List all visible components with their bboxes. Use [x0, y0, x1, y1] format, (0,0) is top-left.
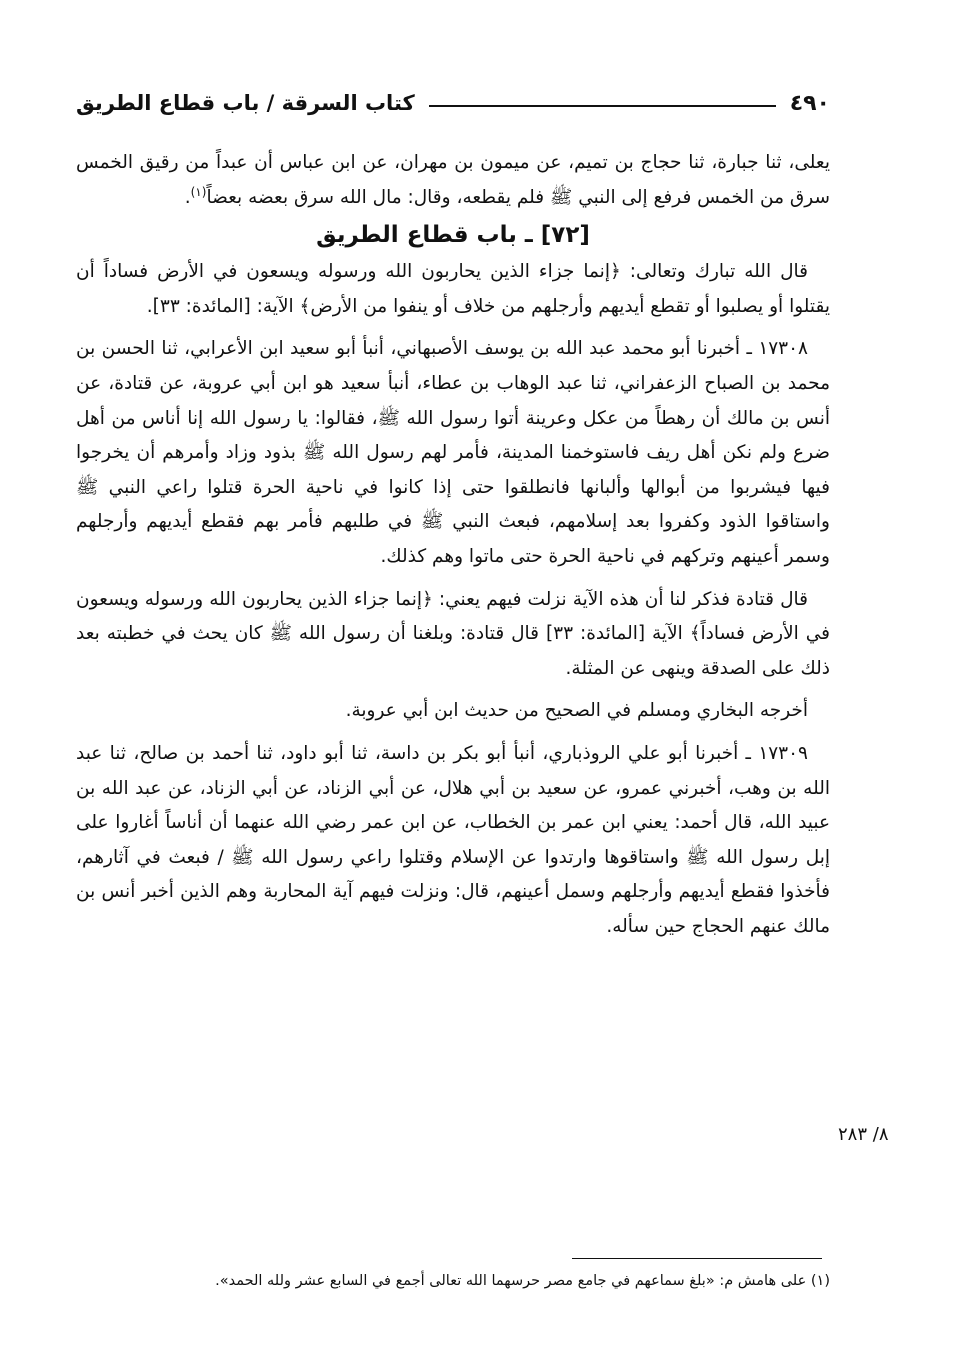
page-header	[76, 86, 830, 120]
verse-paragraph: قال الله تبارك وتعالى: ﴿إنما جزاء الذين يحاربون الله ورسوله ويسعون في الأرض فساداً أن يقتلوا أو يصلبوا أو تقطع أيديهم وأرجلهم من خلاف أو ينفوا من الأرض﴾ الآية: [المائدة: ٣٣].	[76, 261, 830, 317]
takhrij-paragraph: أخرجه البخاري ومسلم في الصحيح من حديث ابن أبي عروبة.	[345, 700, 808, 722]
header-rule	[429, 105, 776, 107]
hadith-17308: ١٧٣٠٨ ـ أخبرنا أبو محمد عبد الله بن يوسف الأصبهاني، أنبأ أبو سعيد ابن الأعرابي، ثنا الحسن بن محمد بن الصباح الزعفراني، ثنا عبد الوهاب بن عطاء، أنبأ سعيد هو ابن أبي عروبة، عن قتادة، عن أنس بن مالك أن رهطاً من عكل وعرينة أتوا رسول الله ﷺ، فقالوا: يا رسول الله إنا أناس من أهل ضرع ولم نكن أهل ريف فاستوخمنا المدينة، فأمر لهم رسول الله ﷺ بذود وزاد وأمرهم أن يخرجوا فيها فيشربوا من أبوالها وألبانها فانطلقوا حتى إذا كانوا في ناحية الحرة قتلوا راعي النبي ﷺ واستاقوا الذود وكفروا بعد إسلامهم، فبعث النبي ﷺ في طلبهم فأمر بهم فقطع أيديهم وأرجلهم وسمر أعينهم وتركهم في ناحية الحرة حتى ماتوا وهم كذلك.	[76, 338, 830, 567]
hadith-17309: ١٧٣٠٩ ـ أخبرنا أبو علي الروذباري، أنبأ أبو بكر بن داسة، ثنا أبو داود، ثنا أحمد بن صالح، ثنا عبد الله بن وهب، أخبرني عمرو، عن سعيد بن أبي هلال، عن أبي الزناد، عن أبي الزناد، عن عبد الله بن عبيد الله، قال أحمد: يعني ابن عمر بن الخطاب، عن ابن عمر رضي الله عنهما أن أناساً أغاروا على إبل رسول الله ﷺ واستاقوها وارتدوا عن الإسلام وقتلوا راعي رسول الله ﷺ / فبعث في آثارهم، فأخذوا فقطع أيديهم وأرجلهم وسمل أعينهم، قال: ونزلت فيهم آية المحاربة وهم الذين أخبر أنس بن مالك عنهم الحجاج حين سأله.	[76, 742, 830, 937]
page-number: ٤٩٠	[789, 90, 830, 116]
footnote-rule	[572, 1258, 822, 1259]
intro-paragraph	[76, 146, 830, 215]
chapter-title: [٧٢] ـ باب قطاع الطريق	[316, 222, 590, 249]
margin-reference: ٨/ ٢٨٣	[838, 1124, 889, 1145]
main-text	[76, 146, 830, 944]
intro-end: .	[184, 186, 191, 208]
running-title: كتاب السرقة / باب قطاع الطريق	[76, 91, 415, 115]
qatada-paragraph: قال قتادة فذكر لنا أن هذه الآية نزلت فيهم يعني: ﴿إنما جزاء الذين يحاربون الله ورسوله ويسعون في الأرض فساداً﴾ الآية [المائدة: ٣٣] قال قتادة: وبلغنا أن رسول الله ﷺ كان يحث في خطبته بعد ذلك على الصدقة وينهى عن المثلة.	[76, 588, 830, 679]
footnote-marker: (١)	[190, 184, 207, 199]
footnote: (١) على هامش م: «بلغ سماعهم في جامع مصر حرسهما الله تعالى أجمع في السابع عشر ولله الحمد».	[215, 1273, 830, 1289]
intro-text: يعلى، ثنا جبارة، ثنا حجاج بن تميم، عن ميمون بن مهران، عن ابن عباس أن عبداً من رقيق الخمس سرق من الخمس فرفع إلى النبي ﷺ فلم يقطعه، وقال: مال الله سرق بعضه بعضاً	[76, 152, 830, 208]
